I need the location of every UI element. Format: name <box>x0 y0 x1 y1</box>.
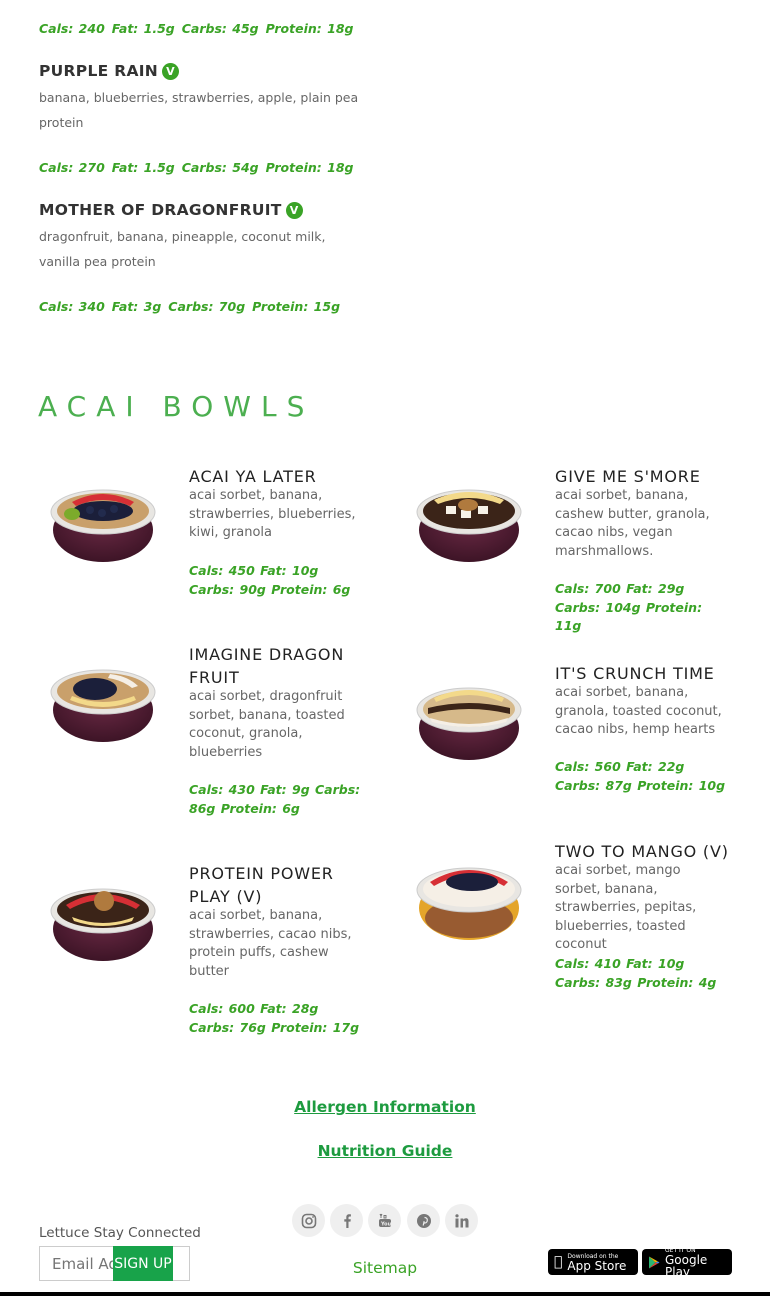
newsletter-label: Lettuce Stay Connected <box>39 1225 201 1241</box>
bowl-nutrition: Cals: 450 Fat: 10g Carbs: 90g Protein: 6g <box>189 563 351 597</box>
vegan-badge-icon: V <box>286 202 303 219</box>
bowl-description: acai sorbet, banana, strawberries, blueberries, kiwi, granola <box>189 488 356 540</box>
youtube-icon[interactable] <box>368 1204 401 1237</box>
bowl-title: IT'S CRUNCH TIME <box>555 664 715 683</box>
bowl-title: PROTEIN POWER PLAY (V) <box>189 864 334 906</box>
smoothie-nutrition: Cals: 270 Fat: 1.5g Carbs: 54g Protein: 18g <box>39 160 354 175</box>
acai-bowl-image <box>50 658 156 742</box>
section-title: ACAI BOWLS <box>38 390 315 423</box>
acai-bowl-image <box>50 877 156 961</box>
bowl-description: acai sorbet, banana, granola, toasted coconut, cacao nibs, hemp hearts <box>555 685 722 737</box>
smoothie-description: banana, blueberries, strawberries, apple, plain pea protein <box>39 90 359 130</box>
bowl-description: acai sorbet, banana, cashew butter, granola, cacao nibs, vegan marshmallows. <box>555 488 710 559</box>
bowl-nutrition: Cals: 560 Fat: 22g Carbs: 87g Protein: 10g <box>555 759 726 793</box>
bowl-nutrition: Cals: 600 Fat: 28g Carbs: 76g Protein: 17g <box>189 1001 360 1035</box>
google-play-small-text: GET IT ON <box>665 1246 696 1254</box>
acai-bowl-image <box>416 478 522 562</box>
bowl-title: TWO TO MANGO (V) <box>555 842 729 861</box>
app-store-small-text: Download on the <box>559 1252 610 1260</box>
pinterest-icon[interactable] <box>407 1204 440 1237</box>
bowl-nutrition: Cals: 410 Fat: 10g Carbs: 83g Protein: 4g <box>555 956 717 990</box>
acai-bowl-image <box>50 478 156 562</box>
app-store-badge[interactable] <box>548 1249 638 1275</box>
bowl-description: acai sorbet, dragonfruit sorbet, banana, toasted coconut, granola, blueberries <box>189 689 345 760</box>
signup-button[interactable]: SIGN UP <box>113 1246 173 1281</box>
bowl-title: GIVE ME S'MORE <box>555 467 701 486</box>
acai-bowl-image <box>416 856 522 940</box>
bowl-title: IMAGINE DRAGON FRUIT <box>189 645 345 687</box>
bowl-nutrition: Cals: 430 Fat: 9g Carbs: 86g Protein: 6g <box>189 782 361 816</box>
bowl-title: ACAI YA LATER <box>189 467 317 486</box>
instagram-icon[interactable] <box>292 1204 325 1237</box>
linkedin-icon[interactable] <box>445 1204 478 1237</box>
apple-icon <box>554 1254 562 1270</box>
facebook-icon[interactable] <box>330 1204 363 1237</box>
smoothie-description: dragonfruit, banana, pineapple, coconut milk, vanilla pea protein <box>39 229 326 269</box>
allergen-info-link[interactable]: Allergen Information <box>294 1098 476 1116</box>
nutrition-guide-link[interactable]: Nutrition Guide <box>317 1142 453 1160</box>
google-play-icon <box>648 1256 660 1269</box>
smoothie-nutrition: Cals: 340 Fat: 3g Carbs: 70g Protein: 15g <box>39 299 341 314</box>
bottom-bar <box>0 1292 770 1296</box>
svg-text:You: You <box>380 1221 391 1227</box>
acai-bowl-image <box>416 676 522 760</box>
google-play-text: Google Play <box>665 1252 708 1279</box>
smoothie-title: PURPLE RAIN V <box>39 62 179 80</box>
smoothie-nutrition: Cals: 240 Fat: 1.5g Carbs: 45g Protein: 18g <box>39 21 354 36</box>
bowl-description: acai sorbet, banana, strawberries, cacao nibs, protein puffs, cashew butter <box>189 908 352 979</box>
smoothie-title: MOTHER OF DRAGONFRUIT V <box>39 201 303 219</box>
bowl-description: acai sorbet, mango sorbet, banana, strawberries, pepitas, blueberries, toasted coconut <box>555 863 697 952</box>
sitemap-link[interactable]: Sitemap <box>352 1259 418 1277</box>
app-store-text: App Store <box>559 1258 618 1273</box>
google-play-badge[interactable] <box>642 1246 732 1279</box>
bowl-nutrition: Cals: 700 Fat: 29g Carbs: 104g Protein: 11g <box>555 581 703 633</box>
vegan-badge-icon: V <box>162 63 179 80</box>
